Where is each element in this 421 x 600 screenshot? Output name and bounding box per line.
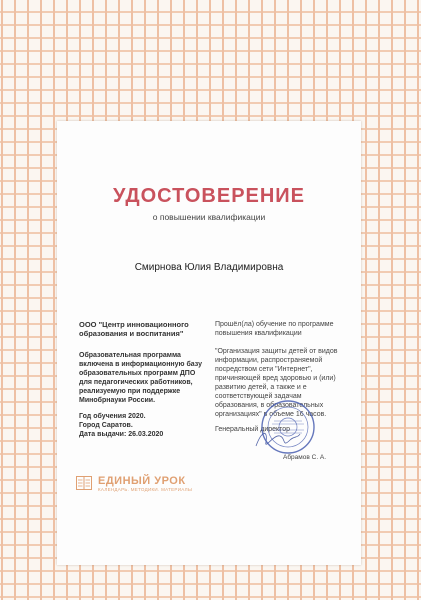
certificate-title: УДОСТОВЕРЕНИЕ	[112, 185, 306, 207]
signer-name: Абрамов С. А.	[283, 454, 327, 461]
round-stamp-icon	[260, 399, 316, 455]
program-description: Образовательная программа включена в информационную базу образовательных программ ДПО для педагогических работников, реализуемую при поддержке Минобрнауки России.	[79, 352, 202, 404]
logo-tagline: КАЛЕНДАРЬ. МЕТОДИКИ. МАТЕРИАЛЫ	[98, 487, 193, 492]
recipient-name: Смирнова Юлия Владимировна	[134, 262, 284, 273]
certificate-subtitle: о повышении квалификации	[152, 212, 266, 222]
course-title: "Организация защиты детей от видов информации, распространяемой посредством сети "Интернет", причиняющей вред здоровью и (или) развитию детей, а также и е соответствующей задачам образования, в образовательных организациях" в объеме 16 часов.	[215, 348, 338, 418]
logo-name: ЕДИНЫЙ УРОК	[98, 475, 186, 487]
organization-name: ООО "Центр инновационного образования и воспитания"	[79, 320, 189, 338]
issuer-column	[79, 320, 209, 439]
director-label: Генеральный директор	[215, 426, 291, 433]
book-grid-icon	[76, 476, 92, 490]
issue-date: Дата выдачи: 26.03.2020	[79, 431, 164, 438]
completion-statement: Прошёл(ла) обучение по программе повышения квалификации	[215, 321, 334, 337]
certificate-card	[57, 121, 361, 565]
issue-city: Город Саратов.	[79, 422, 133, 429]
study-year: Год обучения 2020.	[79, 413, 146, 420]
